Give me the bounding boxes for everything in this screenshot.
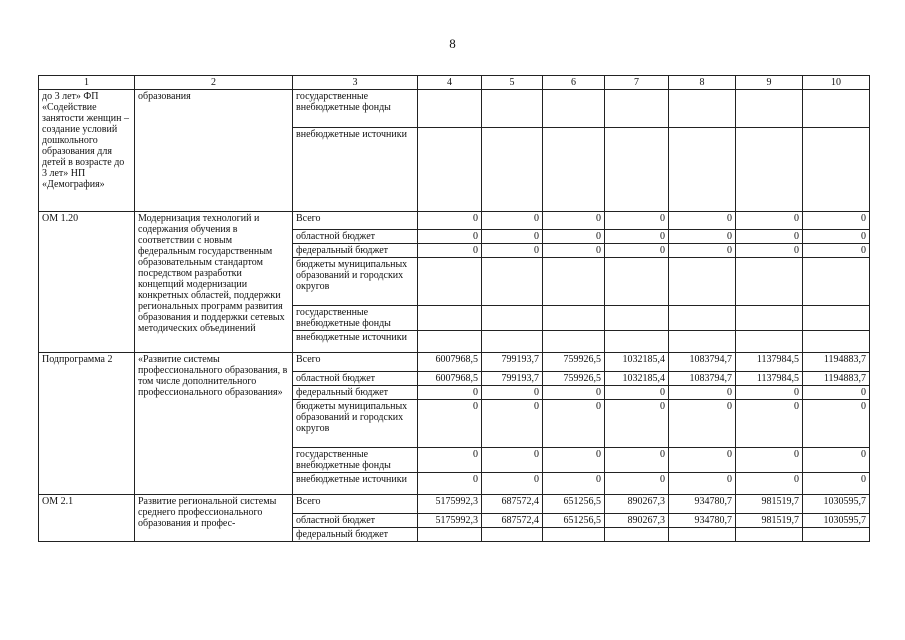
program-code-cell: ОМ 2.1 <box>39 495 135 542</box>
amount-cell <box>669 258 736 306</box>
amount-cell: 0 <box>418 244 482 258</box>
amount-cell: 0 <box>669 386 736 400</box>
amount-cell <box>482 90 543 128</box>
amount-cell: 6007968,5 <box>418 372 482 386</box>
amount-cell: 0 <box>605 244 669 258</box>
amount-cell: 0 <box>418 400 482 448</box>
amount-cell: 1194883,7 <box>803 372 870 386</box>
table-row <box>39 495 870 514</box>
amount-cell: 0 <box>803 448 870 473</box>
amount-cell: 0 <box>736 386 803 400</box>
amount-cell: 0 <box>482 212 543 230</box>
funding-source-cell: внебюджетные источники <box>293 331 418 353</box>
amount-cell: 0 <box>803 244 870 258</box>
amount-cell: 6007968,5 <box>418 353 482 372</box>
amount-cell <box>803 258 870 306</box>
column-header: 1 <box>39 76 135 90</box>
amount-cell: 0 <box>605 230 669 244</box>
amount-cell: 0 <box>418 386 482 400</box>
amount-cell: 1083794,7 <box>669 372 736 386</box>
amount-cell <box>543 258 605 306</box>
funding-source-cell: областной бюджет <box>293 230 418 244</box>
amount-cell: 981519,7 <box>736 514 803 528</box>
amount-cell: 0 <box>418 448 482 473</box>
amount-cell: 0 <box>418 212 482 230</box>
amount-cell <box>803 331 870 353</box>
amount-cell <box>418 331 482 353</box>
funding-source-cell: областной бюджет <box>293 372 418 386</box>
amount-cell: 0 <box>669 400 736 448</box>
program-description-cell: Модернизация технологий и содержания обучения в соответствии с новым федеральным государственным образовательным стандартом посредством разработки концепций модернизации конкретных областей, поддержки региональных программ развития образования и поддержки сетевых методических объединений <box>135 212 293 353</box>
amount-cell <box>605 331 669 353</box>
amount-cell: 0 <box>543 386 605 400</box>
amount-cell: 1030595,7 <box>803 495 870 514</box>
amount-cell <box>418 528 482 542</box>
amount-cell <box>803 528 870 542</box>
amount-cell: 0 <box>803 400 870 448</box>
amount-cell: 0 <box>482 386 543 400</box>
amount-cell: 0 <box>482 244 543 258</box>
program-code-cell: Подпрограмма 2 <box>39 353 135 495</box>
column-header: 5 <box>482 76 543 90</box>
amount-cell: 934780,7 <box>669 495 736 514</box>
amount-cell: 1032185,4 <box>605 372 669 386</box>
amount-cell: 651256,5 <box>543 514 605 528</box>
amount-cell: 0 <box>669 212 736 230</box>
amount-cell <box>605 90 669 128</box>
amount-cell <box>803 128 870 212</box>
amount-cell <box>669 90 736 128</box>
amount-cell <box>605 258 669 306</box>
amount-cell <box>605 306 669 331</box>
amount-cell: 0 <box>418 230 482 244</box>
amount-cell <box>669 528 736 542</box>
amount-cell: 0 <box>736 212 803 230</box>
amount-cell: 0 <box>605 448 669 473</box>
column-header: 10 <box>803 76 870 90</box>
funding-source-cell: государственные внебюджетные фонды <box>293 306 418 331</box>
amount-cell: 0 <box>736 230 803 244</box>
funding-source-cell: внебюджетные источники <box>293 473 418 495</box>
amount-cell: 0 <box>543 400 605 448</box>
amount-cell: 0 <box>482 473 543 495</box>
column-header: 9 <box>736 76 803 90</box>
amount-cell: 0 <box>803 212 870 230</box>
amount-cell: 0 <box>543 244 605 258</box>
amount-cell <box>736 90 803 128</box>
amount-cell <box>482 128 543 212</box>
amount-cell: 0 <box>605 473 669 495</box>
funding-source-cell: бюджеты муниципальных образований и городских округов <box>293 400 418 448</box>
amount-cell: 890267,3 <box>605 495 669 514</box>
amount-cell: 1032185,4 <box>605 353 669 372</box>
budget-table <box>38 75 870 542</box>
page-number: 8 <box>449 36 456 51</box>
table-body <box>39 90 870 542</box>
funding-source-cell: бюджеты муниципальных образований и городских округов <box>293 258 418 306</box>
program-description-cell: образования <box>135 90 293 212</box>
amount-cell <box>543 128 605 212</box>
amount-cell: 0 <box>669 448 736 473</box>
amount-cell <box>543 90 605 128</box>
funding-source-cell: государственные внебюджетные фонды <box>293 90 418 128</box>
table-row <box>39 90 870 128</box>
program-description-cell: «Развитие системы профессионального образования, в том числе дополнительного профессионального образования» <box>135 353 293 495</box>
amount-cell: 799193,7 <box>482 372 543 386</box>
amount-cell <box>669 128 736 212</box>
amount-cell <box>669 331 736 353</box>
column-header: 7 <box>605 76 669 90</box>
amount-cell: 0 <box>669 244 736 258</box>
amount-cell: 0 <box>418 473 482 495</box>
header-row <box>39 76 870 90</box>
amount-cell: 0 <box>482 230 543 244</box>
amount-cell <box>736 258 803 306</box>
amount-cell: 0 <box>736 473 803 495</box>
amount-cell: 1194883,7 <box>803 353 870 372</box>
amount-cell <box>736 306 803 331</box>
amount-cell <box>736 528 803 542</box>
column-header: 8 <box>669 76 736 90</box>
program-code-cell: ОМ 1.20 <box>39 212 135 353</box>
amount-cell: 0 <box>669 230 736 244</box>
amount-cell: 651256,5 <box>543 495 605 514</box>
funding-source-cell: областной бюджет <box>293 514 418 528</box>
amount-cell: 0 <box>543 230 605 244</box>
amount-cell: 0 <box>736 400 803 448</box>
amount-cell: 1137984,5 <box>736 353 803 372</box>
amount-cell <box>543 306 605 331</box>
column-header: 4 <box>418 76 482 90</box>
amount-cell <box>418 90 482 128</box>
amount-cell <box>543 528 605 542</box>
amount-cell <box>605 128 669 212</box>
amount-cell: 759926,5 <box>543 372 605 386</box>
amount-cell: 5175992,3 <box>418 495 482 514</box>
amount-cell <box>803 306 870 331</box>
amount-cell: 0 <box>803 230 870 244</box>
table-row <box>39 212 870 230</box>
program-code-cell: до 3 лет» ФП «Содействие занятости женщин – создание условий дошкольного образования для детей в возрасте до 3 лет» НП «Демография» <box>39 90 135 212</box>
amount-cell: 1137984,5 <box>736 372 803 386</box>
amount-cell: 890267,3 <box>605 514 669 528</box>
amount-cell <box>605 528 669 542</box>
amount-cell <box>736 128 803 212</box>
amount-cell <box>418 258 482 306</box>
amount-cell <box>736 331 803 353</box>
amount-cell <box>418 128 482 212</box>
amount-cell <box>543 331 605 353</box>
funding-source-cell: государственные внебюджетные фонды <box>293 448 418 473</box>
amount-cell: 5175992,3 <box>418 514 482 528</box>
funding-source-cell: Всего <box>293 495 418 514</box>
funding-source-cell: федеральный бюджет <box>293 244 418 258</box>
column-header: 3 <box>293 76 418 90</box>
amount-cell: 1030595,7 <box>803 514 870 528</box>
amount-cell: 0 <box>482 448 543 473</box>
amount-cell: 687572,4 <box>482 495 543 514</box>
amount-cell: 934780,7 <box>669 514 736 528</box>
amount-cell: 799193,7 <box>482 353 543 372</box>
amount-cell <box>803 90 870 128</box>
amount-cell: 759926,5 <box>543 353 605 372</box>
program-description-cell: Развитие региональной системы среднего профессионального образования и профес- <box>135 495 293 542</box>
funding-source-cell: Всего <box>293 353 418 372</box>
amount-cell: 0 <box>669 473 736 495</box>
funding-source-cell: федеральный бюджет <box>293 528 418 542</box>
amount-cell <box>482 528 543 542</box>
amount-cell: 0 <box>803 473 870 495</box>
amount-cell: 1083794,7 <box>669 353 736 372</box>
amount-cell: 0 <box>482 400 543 448</box>
amount-cell: 687572,4 <box>482 514 543 528</box>
amount-cell: 0 <box>736 448 803 473</box>
amount-cell: 981519,7 <box>736 495 803 514</box>
amount-cell <box>669 306 736 331</box>
amount-cell <box>418 306 482 331</box>
column-header: 2 <box>135 76 293 90</box>
amount-cell: 0 <box>605 212 669 230</box>
funding-source-cell: Всего <box>293 212 418 230</box>
amount-cell <box>482 258 543 306</box>
column-header: 6 <box>543 76 605 90</box>
amount-cell <box>482 331 543 353</box>
amount-cell: 0 <box>605 400 669 448</box>
amount-cell: 0 <box>803 386 870 400</box>
amount-cell: 0 <box>605 386 669 400</box>
table-row <box>39 353 870 372</box>
amount-cell: 0 <box>543 473 605 495</box>
amount-cell: 0 <box>736 244 803 258</box>
funding-source-cell: федеральный бюджет <box>293 386 418 400</box>
amount-cell: 0 <box>543 212 605 230</box>
funding-source-cell: внебюджетные источники <box>293 128 418 212</box>
amount-cell: 0 <box>543 448 605 473</box>
amount-cell <box>482 306 543 331</box>
